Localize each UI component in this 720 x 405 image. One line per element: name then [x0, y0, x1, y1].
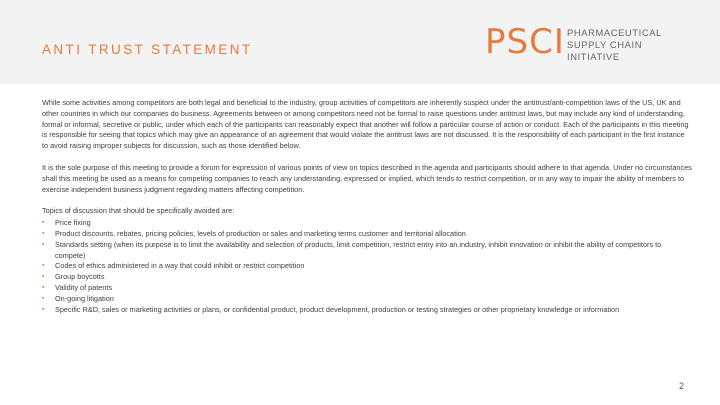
bullet-icon: ▪ — [42, 283, 45, 291]
header-band — [0, 0, 720, 84]
paragraph-intro: While some activities among competitors are both legal and beneficial to the industry, group activities of competitors are inherently suspect under the antitrust/anti-competition laws of the US, UK and other countries in which our companies do business. Agreements between or among competitors need not be formal to raise questions under antitrust laws, but may include any kind of understanding, formal or informal, secretive or public, under which each of the participants can reasonably expect that another will follow a particular course of action or conduct. Each of the participants in this meeting is responsible for seeing that topics which may give an appearance of an agreement that would violate the antitrust laws are not discussed. It is the responsibility of each participant in the first instance to avoid raising improper subjects for discussion, such as those identified below. — [42, 98, 689, 151]
statement-content — [42, 98, 692, 315]
list-item — [42, 261, 692, 272]
topic-text: Standards setting (when its purpose is to limit the availability and selection of products, limit competition, restrict entry into an industry, inhibit innovation or inhibit the ability of competitors to compete) — [55, 239, 662, 260]
paragraph-purpose: It is the sole purpose of this meeting to provide a forum for expression of various points of view on topics described in the agenda and participants should adhere to that agenda. Under no circumstances shall this meeting be used as a means for competing companies to reach any understanding, expressed or implied, which tends to restrict competition, or in any way to impair the ability of members to exercise independent business judgment regarding matters affecting competition. — [42, 162, 692, 194]
list-item — [42, 283, 692, 294]
topics-list — [42, 218, 692, 315]
bullet-icon: ▪ — [42, 294, 45, 302]
list-item — [42, 240, 692, 262]
page-title: ANTI TRUST STATEMENT — [42, 42, 253, 57]
list-item — [42, 218, 692, 229]
logo-line-2: SUPPLY CHAIN INITIATIVE — [567, 39, 643, 62]
topic-text: Price fixing — [55, 218, 91, 228]
topics-heading: Topics of discussion that should be specifically avoided are: — [42, 206, 235, 216]
bullet-icon: ▪ — [42, 273, 45, 281]
topic-text: Group boycotts — [55, 272, 105, 282]
logo-mark: PSCI — [485, 22, 565, 62]
list-item — [42, 294, 692, 305]
bullet-icon: ▪ — [42, 262, 45, 270]
logo-line-1: PHARMACEUTICAL — [567, 27, 662, 38]
bullet-icon: ▪ — [42, 240, 45, 248]
list-item — [42, 272, 692, 283]
list-item — [42, 229, 692, 240]
topic-text: On-going litigation — [55, 293, 114, 303]
topic-text: Specific R&D, sales or marketing activities or plans, or confidential product, product development, production or testing strategies or other proprietary knowledge or information — [55, 304, 620, 314]
bullet-icon: ▪ — [42, 219, 45, 227]
bullet-icon: ▪ — [42, 229, 45, 237]
list-item — [42, 305, 692, 316]
topic-text: Validity of patents — [55, 282, 113, 292]
topic-text: Product discounts, rebates, pricing policies, levels of production or sales and marketing terms customer and territorial allocation — [55, 228, 466, 238]
bullet-icon: ▪ — [42, 305, 45, 313]
logo-tagline — [567, 27, 697, 63]
topic-text: Codes of ethics administered in a way that could inhibit or restrict competition — [55, 261, 305, 271]
page-number: 2 — [678, 381, 684, 391]
